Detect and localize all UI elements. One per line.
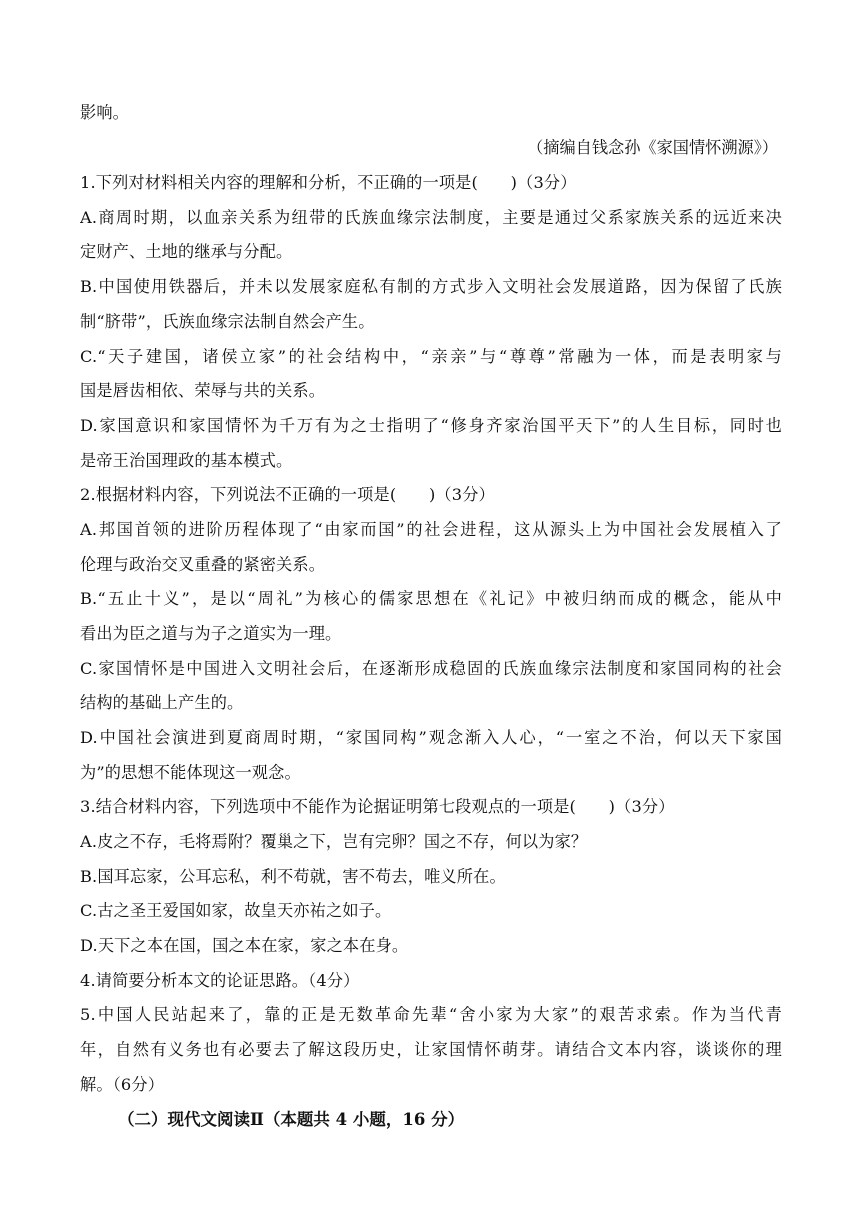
question-1-option-d-line-1: D.家国意识和家国情怀为千万有为之士指明了“修身齐家治国平天下”的人生目标，同时也: [80, 416, 782, 435]
question-2-option-d-line-1: D.中国社会演进到夏商周时期，“家国同构”观念渐入人心，“一室之不治，何以天下家国: [80, 728, 782, 747]
question-3-stem: 3.结合材料内容，下列选项中不能作为论据证明第七段观点的一项是( )（3分）: [80, 797, 675, 816]
question-1-option-c-line-1: C.“天子建国，诸侯立家”的社会结构中，“亲亲”与“尊尊”常融为一体，而是表明家与: [80, 347, 782, 366]
question-2-option-d-line-2: 为”的思想不能体现这一观念。: [80, 763, 301, 782]
question-1-option-d-line-2: 是帝王治国理政的基本模式。: [80, 451, 293, 470]
question-1-stem: 1.下列对材料相关内容的理解和分析，不正确的一项是( )（3分）: [80, 173, 577, 192]
question-2-option-c-line-2: 结构的基础上产生的。: [80, 693, 244, 712]
source-citation: （摘编自钱念孙《家国情怀溯源》）: [527, 138, 778, 157]
intro-line: 影响。: [80, 103, 130, 122]
question-5-stem-line-1: 5.中国人民站起来了，靠的正是无数革命先辈“舍小家为大家”的艰苦求索。作为当代青: [80, 1005, 782, 1024]
section-heading: （二）现代文阅读Ⅱ（本题共 4 小题，16 分）: [118, 1110, 465, 1129]
question-1-option-b-line-2: 制“脐带”，氏族血缘宗法制自然会产生。: [80, 312, 375, 331]
question-3-option-b: B.国耳忘家，公耳忘私，利不苟就，害不苟去，唯义所在。: [80, 867, 506, 886]
question-2-option-a-line-1: A.邦国首领的进阶历程体现了“由家而国”的社会进程，这从源头上为中国社会发展植入了: [80, 520, 782, 539]
question-2-option-c-line-1: C.家国情怀是中国进入文明社会后，在逐渐形成稳固的氏族血缘宗法制度和家国同构的社会: [80, 659, 782, 678]
question-3-option-a: A.皮之不存，毛将焉附？覆巢之下，岂有完卵？国之不存，何以为家？: [80, 832, 588, 851]
question-2-stem: 2.根据材料内容，下列说法不正确的一项是( )（3分）: [80, 485, 495, 504]
question-1-option-b-line-1: B.中国使用铁器后，并未以发展家庭私有制的方式步入文明社会发展道路，因为保留了氏族: [80, 277, 782, 296]
question-2-option-a-line-2: 伦理与政治交叉重叠的紧密关系。: [80, 555, 326, 574]
question-4-stem: 4.请简要分析本文的论证思路。（4分）: [80, 971, 360, 990]
question-5-stem-line-3: 解。（6分）: [80, 1075, 165, 1094]
question-5-stem-line-2: 年，自然有义务也有必要去了解这段历史，让家国情怀萌芽。请结合文本内容，谈谈你的理: [80, 1040, 782, 1059]
question-2-option-b-line-2: 看出为臣之道与为子之道实为一理。: [80, 624, 342, 643]
question-1-option-c-line-2: 国是唇齿相依、荣辱与共的关系。: [80, 381, 326, 400]
question-1-option-a-line-1: A.商周时期，以血亲关系为纽带的氏族血缘宗法制度，主要是通过父系家族关系的远近来决: [80, 208, 782, 227]
question-3-option-c: C.古之圣王爱国如家，故皇天亦祐之如子。: [80, 901, 392, 920]
question-1-option-a-line-2: 定财产、土地的继承与分配。: [80, 242, 293, 261]
question-2-option-b-line-1: B.“五止十义”，是以“周礼”为核心的儒家思想在《礼记》中被归纳而成的概念，能从中: [80, 589, 782, 608]
question-3-option-d: D.天下之本在国，国之本在家，家之本在身。: [80, 936, 409, 955]
